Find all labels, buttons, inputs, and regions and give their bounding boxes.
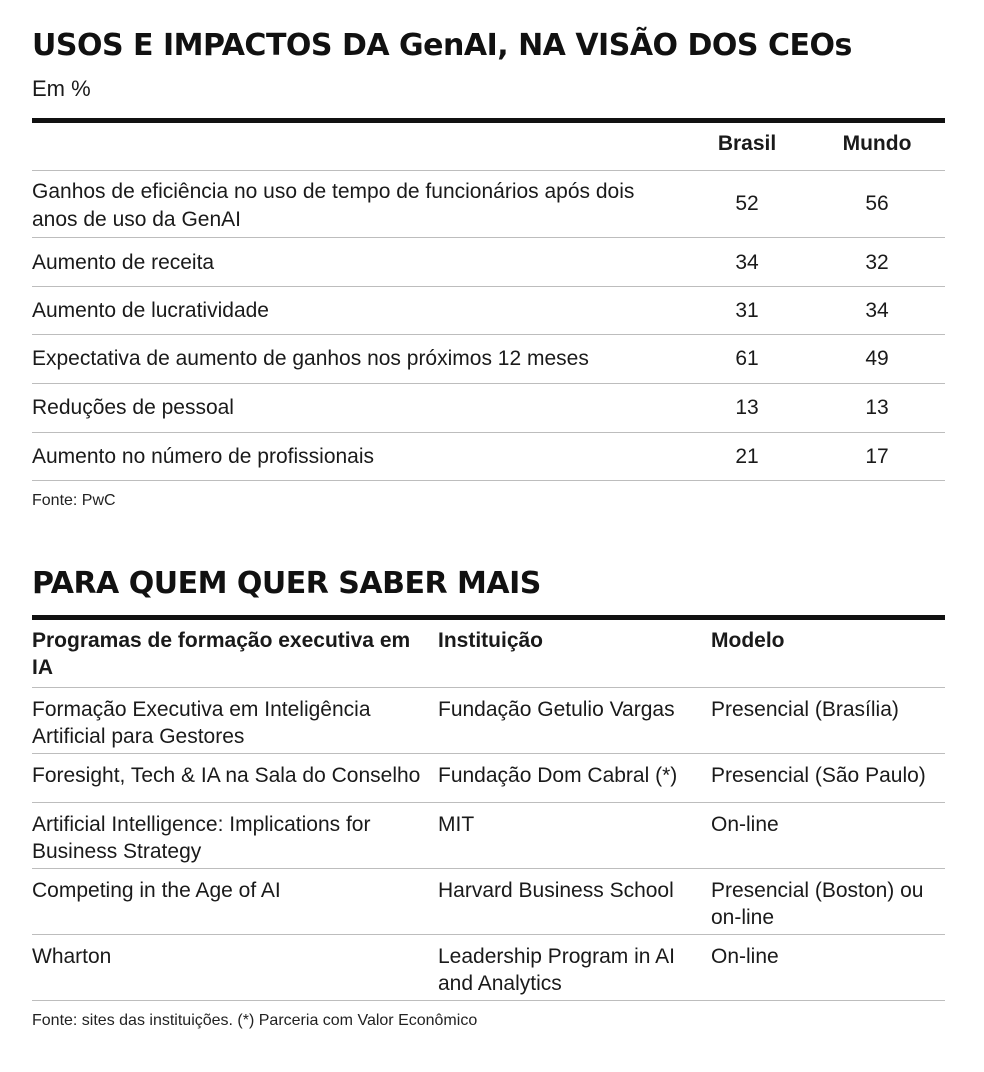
brasil-value: 61 [735, 347, 759, 370]
divider [32, 480, 945, 481]
modelo-cell: On-line [711, 945, 779, 968]
divider [32, 334, 945, 335]
programa-cell: Competing in the Age of AI [32, 879, 281, 902]
section2-title: PARA QUEM QUER SABER MAIS [32, 566, 541, 601]
programa-column-header: Programas de formação executiva em IA [32, 629, 411, 679]
row-label: Reduções de pessoal [32, 396, 234, 419]
divider [32, 286, 945, 287]
divider [32, 687, 945, 688]
mundo-value: 56 [865, 192, 889, 215]
programa-cell: Formação Executiva em Inteligência Artificial para Gestores [32, 698, 371, 748]
divider [32, 237, 945, 238]
section1-source: Fonte: PwC [32, 492, 116, 509]
divider [32, 170, 945, 171]
instituicao-cell: Harvard Business School [438, 879, 674, 902]
programa-cell: Artificial Intelligence: Implications for Business Strategy [32, 813, 371, 863]
section2-source: Fonte: sites das instituições. (*) Parceria com Valor Econômico [32, 1012, 478, 1029]
modelo-column-header: Modelo [711, 629, 785, 652]
row-label: Expectativa de aumento de ganhos nos próximos 12 meses [32, 347, 589, 370]
mundo-value: 34 [865, 299, 889, 322]
modelo-cell: Presencial (São Paulo) [711, 764, 926, 787]
brasil-value: 34 [735, 251, 759, 274]
brasil-value: 52 [735, 192, 759, 215]
divider [32, 802, 945, 803]
mundo-value: 17 [865, 445, 889, 468]
programa-cell: Foresight, Tech & IA na Sala do Conselho [32, 764, 421, 787]
modelo-cell: Presencial (Brasília) [711, 698, 899, 721]
instituicao-cell: MIT [438, 813, 475, 836]
divider [32, 432, 945, 433]
section1-top-rule [32, 118, 945, 123]
section1-title: USOS E IMPACTOS DA GenAI, NA VISÃO DOS CEOs [32, 28, 852, 63]
divider [32, 753, 945, 754]
mundo-value: 32 [865, 251, 889, 274]
divider [32, 1000, 945, 1001]
brasil-column-header: Brasil [717, 132, 777, 155]
row-label: Aumento de lucratividade [32, 299, 269, 322]
row-label: Aumento de receita [32, 251, 215, 274]
divider [32, 868, 945, 869]
modelo-cell: On-line [711, 813, 779, 836]
row-label: Aumento no número de profissionais [32, 445, 375, 468]
section2-top-rule [32, 615, 945, 620]
mundo-column-header: Mundo [842, 132, 912, 155]
instituicao-column-header: Instituição [438, 629, 544, 652]
divider [32, 383, 945, 384]
section1-subtitle: Em % [32, 76, 91, 101]
mundo-value: 49 [865, 347, 889, 370]
divider [32, 934, 945, 935]
brasil-value: 21 [735, 445, 759, 468]
instituicao-cell: Fundação Dom Cabral (*) [438, 764, 678, 787]
brasil-value: 13 [735, 396, 759, 419]
row-label: Ganhos de eficiência no uso de tempo de funcionários após dois anos de uso da GenAI [32, 180, 635, 231]
programa-cell: Wharton [32, 945, 112, 968]
modelo-cell: Presencial (Boston) ou on-line [711, 879, 924, 929]
mundo-value: 13 [865, 396, 889, 419]
instituicao-cell: Leadership Program in AI and Analytics [438, 945, 675, 995]
brasil-value: 31 [735, 299, 759, 322]
instituicao-cell: Fundação Getulio Vargas [438, 698, 675, 721]
